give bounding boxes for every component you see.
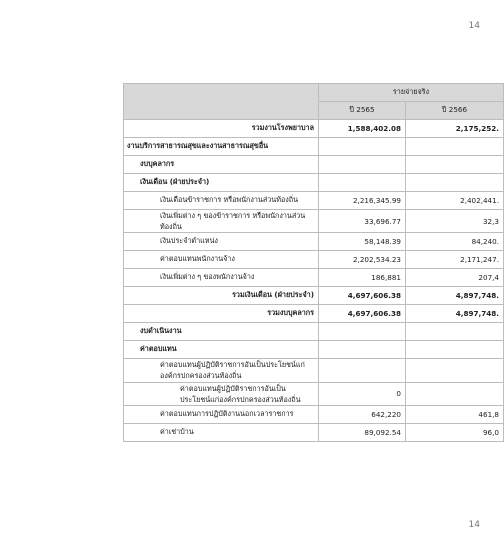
table-row — [124, 156, 504, 174]
value-2566: 96,0 — [406, 423, 504, 441]
value-2566: 84,240. — [406, 233, 504, 251]
table-row — [124, 382, 504, 405]
value-2565: 2,202,534.23 — [319, 251, 406, 269]
table-row — [124, 405, 504, 423]
subtotal-label: รวมงบบุคลากร — [124, 305, 319, 323]
header-actual-expenditure: รายจ่ายจริง — [319, 84, 504, 102]
table-row — [124, 305, 504, 323]
value-2565: 4,697,606.38 — [319, 305, 406, 323]
value-2565 — [319, 156, 406, 174]
value-2565 — [319, 341, 406, 359]
value-2565: 4,697,606.38 — [319, 287, 406, 305]
value-2565 — [319, 138, 406, 156]
table-row — [124, 120, 504, 138]
table-row — [124, 210, 504, 233]
value-2565: 642,220 — [319, 405, 406, 423]
value-2565: 89,092.54 — [319, 423, 406, 441]
section-label: ค่าตอบแทน — [124, 341, 319, 359]
value-2566 — [406, 156, 504, 174]
value-2566 — [406, 341, 504, 359]
value-2566: 2,175,252. — [406, 120, 504, 138]
header-year-2566: ปี 2566 — [406, 102, 504, 120]
value-2565: 58,148.39 — [319, 233, 406, 251]
value-2565: 186,881 — [319, 269, 406, 287]
table-row — [124, 423, 504, 441]
value-2566 — [406, 174, 504, 192]
value-2566: 461,8 — [406, 405, 504, 423]
value-2566: 2,402,441. — [406, 192, 504, 210]
table-row — [124, 174, 504, 192]
table-row — [124, 287, 504, 305]
value-2566: 32,3 — [406, 210, 504, 233]
page-number-bottom: 14 — [468, 520, 480, 530]
section-label: งานบริการสาธารณสุขและงานสาธารณสุขอื่น — [124, 138, 319, 156]
table-row — [124, 269, 504, 287]
row-label: เงินเพิ่มต่าง ๆ ของข้าราชการ หรือพนักงานส่วนท้องถิ่น — [124, 210, 319, 233]
table-row — [124, 192, 504, 210]
value-2565 — [319, 174, 406, 192]
table-row — [124, 323, 504, 341]
value-2565 — [319, 359, 406, 382]
value-2566: 2,171,247. — [406, 251, 504, 269]
value-2565: 1,588,402.08 — [319, 120, 406, 138]
value-2566 — [406, 382, 504, 405]
expenditure-table — [123, 83, 504, 442]
header-blank-cell — [124, 84, 319, 120]
value-2566: 207,4 — [406, 269, 504, 287]
header-year-2565: ปี 2565 — [319, 102, 406, 120]
section-label: งบดำเนินงาน — [124, 323, 319, 341]
row-label: ค่าตอบแทนการปฏิบัติงานนอกเวลาราชการ — [124, 405, 319, 423]
section-label: งบบุคลากร — [124, 156, 319, 174]
table-row — [124, 233, 504, 251]
value-2566 — [406, 359, 504, 382]
table-row — [124, 359, 504, 382]
value-2565 — [319, 323, 406, 341]
value-2565: 0 — [319, 382, 406, 405]
value-2566: 4,897,748. — [406, 287, 504, 305]
table-row — [124, 251, 504, 269]
row-label: เงินประจำตำแหน่ง — [124, 233, 319, 251]
value-2565: 33,696.77 — [319, 210, 406, 233]
row-label: เงินเดือนข้าราชการ หรือพนักงานส่วนท้องถิ่น — [124, 192, 319, 210]
row-label: ค่าตอบแทนพนักงานจ้าง — [124, 251, 319, 269]
row-label: รวมงานโรงพยาบาล — [124, 120, 319, 138]
row-label: ค่าเช่าบ้าน — [124, 423, 319, 441]
page-number-top: 14 — [468, 21, 480, 31]
row-label: เงินเพิ่มต่าง ๆ ของพนักงานจ้าง — [124, 269, 319, 287]
value-2566: 4,897,748. — [406, 305, 504, 323]
row-label: ค่าตอบแทนผู้ปฏิบัติราชการอันเป็นประโยชน์แก่องค์กรปกครองส่วนท้องถิ่น — [124, 359, 319, 382]
section-label: เงินเดือน (ฝ่ายประจำ) — [124, 174, 319, 192]
table-row — [124, 341, 504, 359]
table-row — [124, 138, 504, 156]
value-2566 — [406, 138, 504, 156]
value-2566 — [406, 323, 504, 341]
value-2565: 2,216,345.99 — [319, 192, 406, 210]
row-label: ค่าตอบแทนผู้ปฏิบัติราชการอันเป็นประโยชน์แก่องค์กรปกครองส่วนท้องถิ่น — [124, 382, 319, 405]
subtotal-label: รวมเงินเดือน (ฝ่ายประจำ) — [124, 287, 319, 305]
